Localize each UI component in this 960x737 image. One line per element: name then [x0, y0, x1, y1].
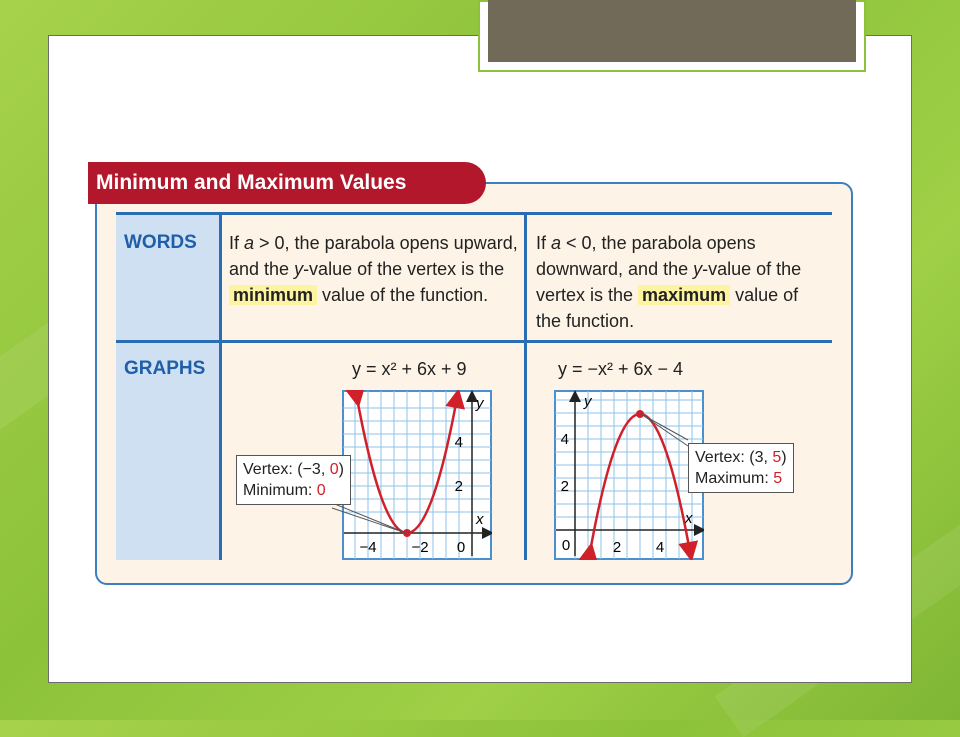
tick-x-2: 2	[612, 539, 622, 556]
vertex-text: Vertex: (−3,	[243, 461, 330, 478]
tick-x-zero: 0	[456, 539, 466, 556]
tick-y-4: 4	[560, 431, 569, 448]
minimum-highlight: minimum	[229, 285, 317, 305]
title-placeholder[interactable]	[488, 0, 856, 62]
extreme-value: 0	[316, 482, 326, 499]
extreme-line	[695, 468, 787, 489]
vertex-value: 5	[772, 449, 782, 466]
row-label-column	[116, 214, 220, 560]
y-axis-label: y	[476, 395, 484, 412]
tick-y-2: 2	[560, 478, 569, 495]
vertex-line	[695, 447, 787, 468]
words-label: WORDS	[124, 232, 197, 253]
minimum-callout	[236, 455, 351, 505]
table-divider-right	[524, 214, 527, 560]
extreme-label: Minimum:	[243, 482, 317, 499]
y-axis-label: y	[584, 393, 592, 410]
maximum-description	[536, 230, 826, 334]
table-top-rule	[116, 212, 832, 215]
extreme-label: Maximum:	[695, 470, 774, 487]
desc-var: a	[551, 233, 562, 253]
tick-y-4: 4	[454, 434, 463, 451]
desc-text: -value of the vertex is the	[536, 259, 802, 305]
desc-text: > 0, the parabola opens upward, and the	[229, 233, 518, 279]
x-axis-label: x	[685, 510, 693, 527]
desc-var: y	[693, 259, 703, 279]
desc-var: y	[294, 259, 304, 279]
section-title-banner: Minimum and Maximum Values	[88, 162, 486, 204]
vertex-suffix: )	[781, 449, 787, 466]
desc-text: < 0, the parabola opens downward, and the	[536, 233, 756, 279]
table-divider-left	[219, 214, 222, 560]
graphs-label: GRAPHS	[124, 358, 206, 379]
desc-var: a	[244, 233, 255, 253]
desc-text: -value of the vertex is the	[303, 259, 505, 279]
vertex-value: 0	[329, 461, 339, 478]
vertex-suffix: )	[338, 461, 344, 478]
minimum-description	[229, 230, 519, 308]
vertex-text: Vertex: (3,	[695, 449, 773, 466]
maximum-equation: y = −x² + 6x − 4	[558, 359, 684, 379]
maximum-callout-pointer	[636, 408, 696, 448]
vertex-line	[243, 459, 344, 480]
desc-text: value of the function.	[536, 285, 799, 331]
tick-y-2: 2	[454, 478, 463, 495]
table-middle-rule	[116, 340, 832, 343]
desc-text: If	[229, 233, 245, 253]
maximum-highlight: maximum	[638, 285, 730, 305]
minimum-equation: y = x² + 6x + 9	[352, 359, 467, 379]
tick-x-4: 4	[655, 539, 665, 556]
desc-text: value of the function.	[317, 285, 489, 305]
extreme-value: 5	[773, 470, 783, 487]
tick-x-zero: 0	[561, 537, 571, 554]
x-axis-label: x	[476, 511, 484, 528]
desc-text: If	[536, 233, 552, 253]
tick-x-neg4: −4	[359, 539, 377, 556]
tick-x-neg2: −2	[411, 539, 429, 556]
maximum-callout	[688, 443, 794, 493]
extreme-line	[243, 480, 344, 501]
